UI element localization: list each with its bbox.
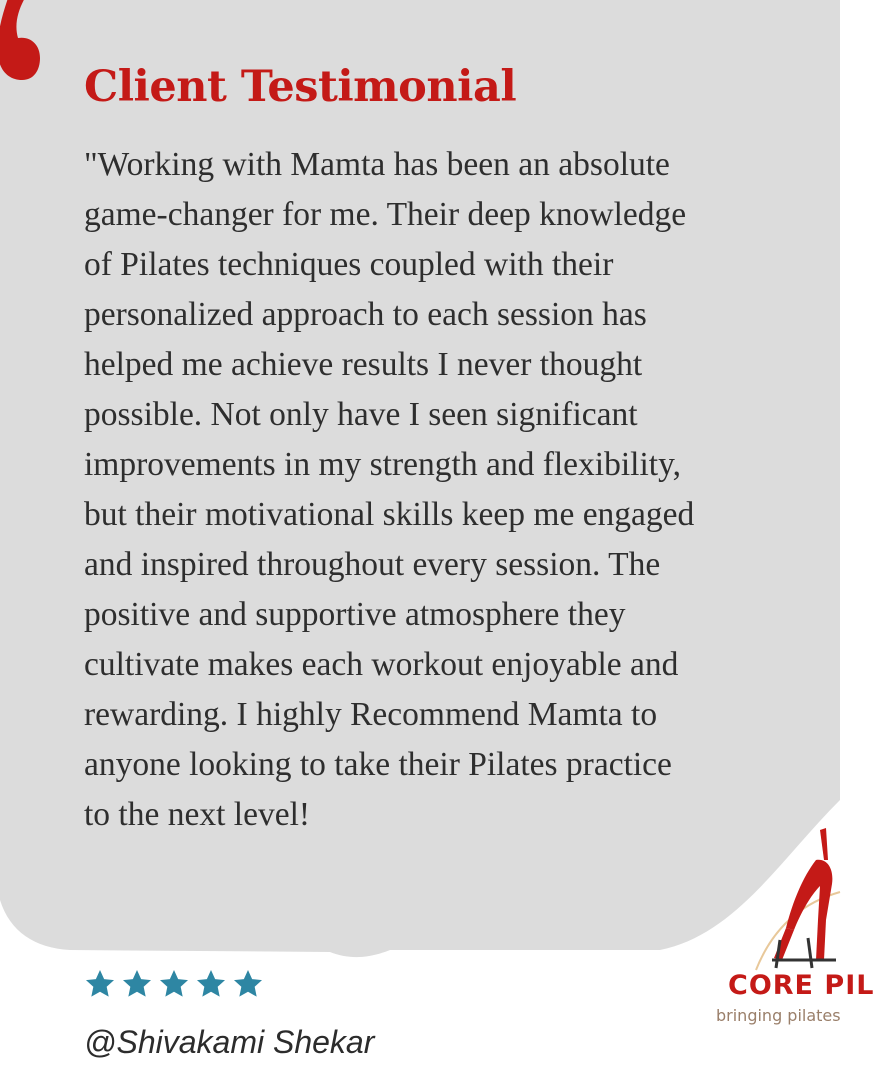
pilates-figure-icon (716, 820, 840, 970)
testimonial-line: "Working with Mamta has been an absolute (84, 146, 670, 183)
testimonial-line: helped me achieve results I never thought (84, 346, 643, 383)
author-handle: @Shivakami Shekar (84, 1024, 375, 1060)
testimonial-line: rewarding. I highly Recommend Mamta to (84, 696, 658, 733)
star-rating (84, 968, 264, 1000)
logo-wordmark: CORE PIL (728, 970, 874, 1001)
testimonial-line: personalized approach to each session has (84, 296, 647, 333)
star-icon (195, 968, 227, 1000)
testimonial-line: possible. Not only have I seen significant (84, 396, 638, 433)
testimonial-line: of Pilates techniques coupled with their (84, 246, 614, 283)
star-icon (232, 968, 264, 1000)
testimonial-line: cultivate makes each workout enjoyable and (84, 646, 679, 683)
testimonial-line: positive and supportive atmosphere they (84, 596, 626, 633)
star-icon (84, 968, 116, 1000)
logo-tagline: bringing pilates (716, 1006, 841, 1025)
testimonial-body (84, 140, 784, 840)
testimonial-line: and inspired throughout every session. The (84, 546, 661, 583)
brand-logo (716, 820, 874, 1080)
testimonial-line: to the next level! (84, 796, 311, 833)
testimonial-line: but their motivational skills keep me engaged (84, 496, 695, 533)
testimonial-title: Client Testimonial (84, 62, 517, 112)
testimonial-line: anyone looking to take their Pilates practice (84, 746, 672, 783)
testimonial-line: improvements in my strength and flexibility, (84, 446, 682, 483)
star-icon (158, 968, 190, 1000)
star-icon (121, 968, 153, 1000)
testimonial-line: game-changer for me. Their deep knowledge (84, 196, 687, 233)
quote-mark-icon (0, 0, 54, 98)
